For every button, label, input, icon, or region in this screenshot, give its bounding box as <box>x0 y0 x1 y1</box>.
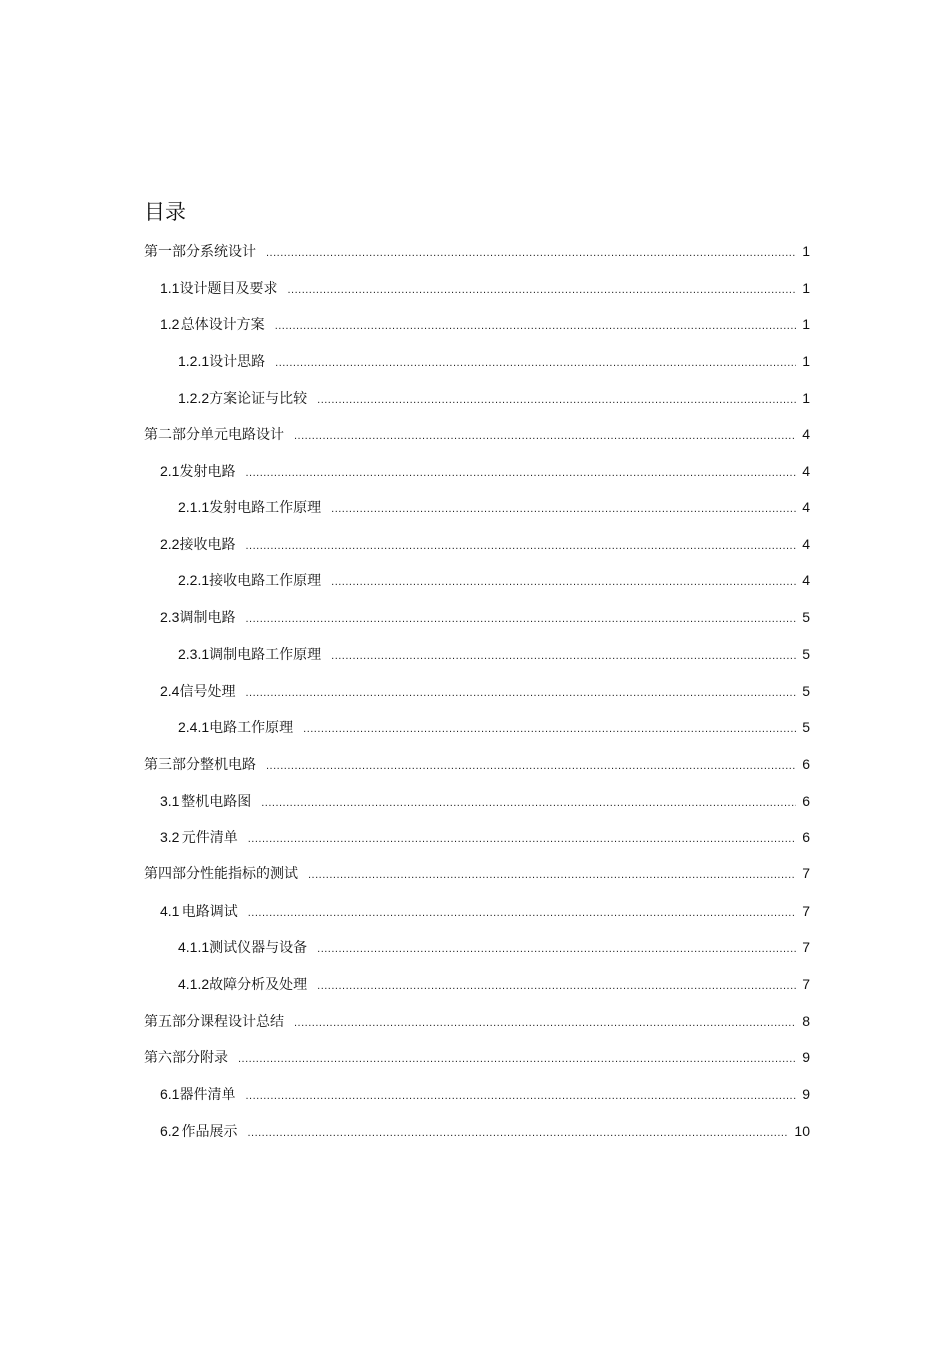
toc-entry-text: 电路调试 <box>181 904 238 920</box>
toc-entry[interactable] <box>144 277 810 299</box>
toc-entry[interactable] <box>144 680 810 702</box>
toc-entry-text: 系统设计 <box>200 244 256 260</box>
toc-entry-number: 2.4 <box>160 683 180 699</box>
toc-entry[interactable] <box>144 643 810 665</box>
toc-entry-text: 设计思路 <box>209 354 266 370</box>
toc-leader-dots <box>287 279 796 301</box>
toc-leader-dots <box>248 902 796 924</box>
toc-entry-text: 发射电路 <box>179 464 236 480</box>
toc-entry-text: 接收电路 <box>179 537 236 553</box>
toc-entry[interactable] <box>144 973 810 995</box>
toc-entry-page: 7 <box>802 903 810 919</box>
toc-entry[interactable] <box>144 569 810 591</box>
toc-entry-number: 第六部分 <box>144 1049 200 1065</box>
toc-entry-page: 4 <box>802 499 810 515</box>
toc-entry[interactable] <box>144 387 810 409</box>
toc-entry-number: 2.2 <box>160 536 180 552</box>
toc-entry-number: 1.2.2 <box>178 390 210 406</box>
toc-entry-number: 第四部分 <box>144 865 200 881</box>
toc-entry[interactable] <box>144 716 810 738</box>
toc-leader-dots <box>266 242 796 264</box>
toc-entry[interactable] <box>144 1046 810 1068</box>
toc-entry-page: 6 <box>802 793 810 809</box>
toc-leader-dots <box>275 315 797 337</box>
toc-entry-text: 总体设计方案 <box>180 317 265 333</box>
toc-leader-dots <box>331 645 796 667</box>
toc-entry-page: 5 <box>802 646 810 662</box>
toc-entry-text: 整机电路 <box>200 757 256 773</box>
toc-entry-number: 4.1 <box>160 903 180 919</box>
toc-entry[interactable] <box>144 460 810 482</box>
toc-leader-dots <box>245 1085 796 1107</box>
toc-title: 目录 <box>144 200 186 224</box>
toc-entry-number: 2.3.1 <box>178 646 210 662</box>
toc-leader-dots <box>317 975 796 997</box>
toc-entry-number: 4.1.1 <box>178 939 210 955</box>
toc-leader-dots <box>294 1012 796 1034</box>
toc-entry-number: 第一部分 <box>144 243 200 259</box>
toc-entry-page: 4 <box>802 536 810 552</box>
toc-entry-number: 2.1 <box>160 463 180 479</box>
toc-leader-dots <box>261 792 796 814</box>
toc-entry[interactable] <box>144 1120 810 1142</box>
toc-leader-dots <box>308 864 796 886</box>
toc-entry-text: 电路工作原理 <box>209 720 294 736</box>
toc-entry-text: 信号处理 <box>179 684 236 700</box>
toc-entry-number: 2.4.1 <box>178 719 210 735</box>
toc-leader-dots <box>248 828 796 850</box>
toc-entry[interactable] <box>144 350 810 372</box>
toc-entry-number: 6.1 <box>160 1086 180 1102</box>
toc-entry-page: 1 <box>802 353 810 369</box>
toc-entry-page: 1 <box>802 243 810 259</box>
toc-entry-text: 附录 <box>200 1050 228 1066</box>
toc-entry-number: 2.1.1 <box>178 499 210 515</box>
toc-entry[interactable] <box>144 496 810 518</box>
toc-entry-text: 测试仪器与设备 <box>209 940 308 956</box>
toc-leader-dots <box>245 682 796 704</box>
toc-leader-dots <box>303 718 796 740</box>
toc-entry[interactable] <box>144 790 810 812</box>
toc-entry[interactable] <box>144 826 810 848</box>
toc-entry-page: 9 <box>802 1086 810 1102</box>
toc-leader-dots <box>317 389 796 411</box>
toc-entry-text: 故障分析及处理 <box>209 977 308 993</box>
toc-leader-dots <box>331 498 796 520</box>
toc-entry-number: 6.2 <box>160 1123 180 1139</box>
toc-entry-page: 7 <box>802 865 810 881</box>
toc-entry-page: 1 <box>802 316 810 332</box>
toc-entry-page: 6 <box>802 756 810 772</box>
toc-entry-text: 器件清单 <box>179 1087 236 1103</box>
toc-entry-number: 4.1.2 <box>178 976 210 992</box>
toc-entry-page: 9 <box>802 1049 810 1065</box>
toc-entry-page: 1 <box>802 280 810 296</box>
toc-entry-text: 设计题目及要求 <box>179 281 278 297</box>
toc-entry[interactable] <box>144 1083 810 1105</box>
toc-entry[interactable] <box>144 900 810 922</box>
toc-entry-page: 7 <box>802 976 810 992</box>
toc-entry-number: 3.2 <box>160 829 180 845</box>
toc-entry[interactable] <box>144 423 810 445</box>
toc-entry-page: 6 <box>802 829 810 845</box>
toc-entry-text: 整机电路图 <box>181 794 252 810</box>
toc-leader-dots <box>317 938 796 960</box>
toc-entry-text: 元件清单 <box>181 830 238 846</box>
toc-entry-text: 方案论证与比较 <box>209 391 308 407</box>
toc-entry-number: 3.1 <box>160 793 180 809</box>
toc-entry-number: 1.2.1 <box>178 353 210 369</box>
toc-entry-page: 4 <box>802 426 810 442</box>
toc-leader-dots <box>247 1122 788 1144</box>
toc-entry[interactable] <box>144 1010 810 1032</box>
toc-entry-page: 10 <box>794 1123 810 1139</box>
toc-leader-dots <box>245 535 796 557</box>
toc-entry[interactable] <box>144 936 810 958</box>
toc-entry-page: 5 <box>802 683 810 699</box>
toc-entry-text: 课程设计总结 <box>200 1014 284 1030</box>
toc-leader-dots <box>275 352 796 374</box>
toc-entry-text: 发射电路工作原理 <box>209 500 322 516</box>
toc-entry[interactable] <box>144 240 810 262</box>
toc-entry-text: 调制电路工作原理 <box>209 647 322 663</box>
toc-entry-text: 调制电路 <box>179 610 236 626</box>
toc-entry-number: 2.3 <box>160 609 180 625</box>
toc-leader-dots <box>238 1048 796 1070</box>
toc-entry-page: 7 <box>802 939 810 955</box>
toc-entry[interactable] <box>144 606 810 628</box>
toc-entry-number: 1.1 <box>160 280 180 296</box>
toc-leader-dots <box>266 755 796 777</box>
toc-entry[interactable] <box>144 862 810 884</box>
toc-entry-page: 5 <box>802 719 810 735</box>
toc-leader-dots <box>331 571 796 593</box>
toc-entry-page: 4 <box>802 463 810 479</box>
toc-entry-number: 第二部分 <box>144 426 200 442</box>
toc-entry-number: 1.2 <box>160 316 180 332</box>
toc-entry[interactable] <box>144 753 810 775</box>
toc-entry-number: 第五部分 <box>144 1013 200 1029</box>
toc-entry-page: 4 <box>802 572 810 588</box>
toc-entry[interactable] <box>144 533 810 555</box>
toc-entry[interactable] <box>144 313 810 335</box>
toc-entry-page: 1 <box>802 390 810 406</box>
toc-entry-number: 第三部分 <box>144 756 200 772</box>
toc-entry-number: 2.2.1 <box>178 572 210 588</box>
toc-leader-dots <box>245 462 796 484</box>
toc-entry-text: 接收电路工作原理 <box>209 573 322 589</box>
toc-entry-page: 5 <box>802 609 810 625</box>
toc-entry-text: 单元电路设计 <box>200 427 284 443</box>
toc-leader-dots <box>294 425 796 447</box>
toc-entry-text: 作品展示 <box>181 1124 238 1140</box>
toc-leader-dots <box>245 608 796 630</box>
toc-entry-page: 8 <box>802 1013 810 1029</box>
toc-entry-text: 性能指标的测试 <box>200 866 298 882</box>
